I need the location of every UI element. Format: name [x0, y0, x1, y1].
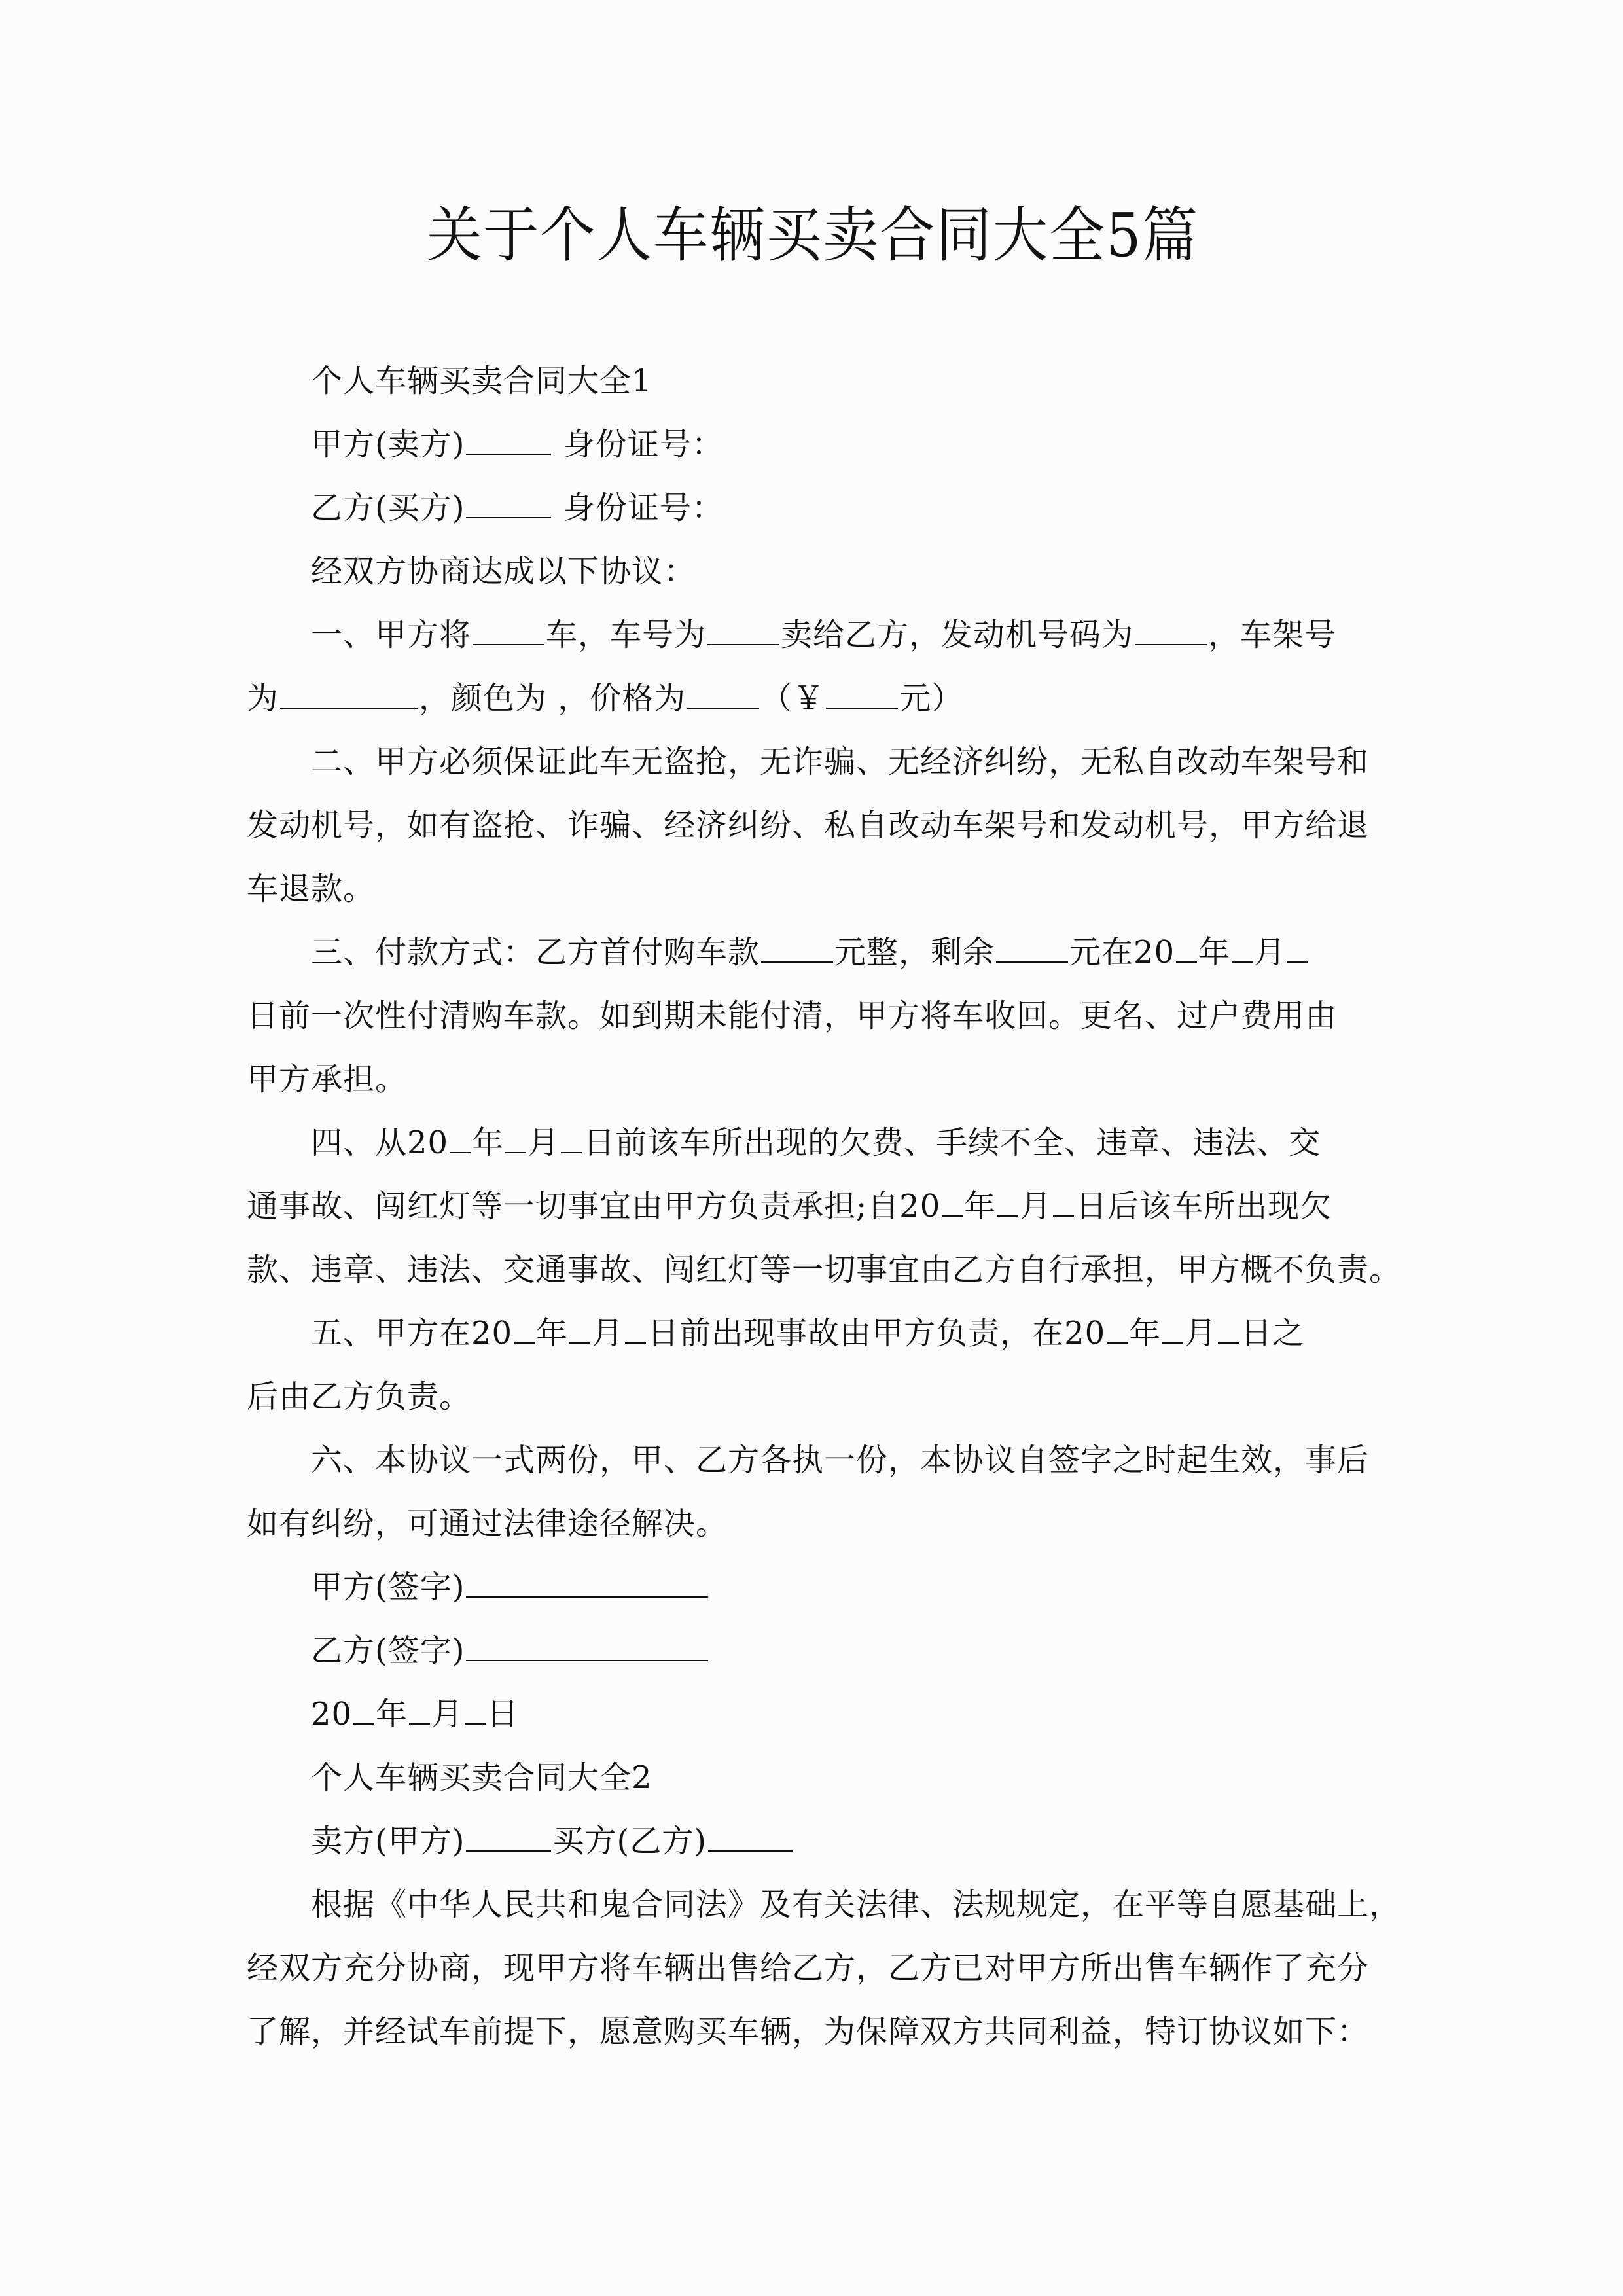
clause-text: 车，车号为: [546, 617, 707, 653]
clause-3-line-2: 日前一次性付清购车款。如到期未能付清，甲方将车收回。更名、过户费用由: [247, 997, 1338, 1034]
clause-3-line-1: [247, 933, 1443, 972]
clause-text: 日后该车所出现欠: [1075, 1188, 1332, 1225]
clause-text: 五、甲方在20: [311, 1315, 513, 1352]
signature-b-label: 乙方(签字): [311, 1632, 465, 1669]
clause-text: 一、甲方将: [311, 617, 472, 653]
clause-4-line-1: [247, 1123, 1443, 1162]
clause-2-line-2: 发动机号，如有盗抢、诈骗、经济纠纷、私自改动车架号和发动机号，甲方给退: [247, 807, 1370, 844]
month-blank[interactable]: [409, 1695, 430, 1725]
clause-text: （￥: [760, 680, 825, 717]
month-blank[interactable]: [569, 1314, 590, 1344]
clause-text: 年: [1129, 1315, 1162, 1352]
clause-text: 日之: [1240, 1315, 1305, 1352]
clause-5-line-2: 后由乙方负责。: [247, 1378, 472, 1415]
party-a-name-blank[interactable]: [466, 425, 551, 455]
day-blank[interactable]: [1053, 1187, 1074, 1217]
day-blank[interactable]: [1218, 1314, 1239, 1344]
clause-text: 年: [472, 1124, 505, 1161]
party-b-id-label: 身份证号：: [563, 490, 724, 526]
year-blank[interactable]: [1107, 1314, 1128, 1344]
party-a-id-label: 身份证号：: [563, 426, 724, 463]
signature-b-blank[interactable]: [466, 1631, 708, 1661]
clause-6-line-2: 如有纠纷，可通过法律途径解决。: [247, 1505, 728, 1542]
section-2-intro-line-3: 了解，并经试车前提下，愿意购买车辆，为保障双方共同利益，特订协议如下：: [247, 2013, 1370, 2050]
clause-text: 月: [1254, 934, 1287, 971]
price-amount-blank[interactable]: [826, 679, 898, 709]
party-a-label: 甲方(卖方): [311, 426, 465, 463]
clause-text: 月: [1020, 1188, 1052, 1225]
day-blank[interactable]: [561, 1123, 582, 1153]
clause-text: ，车架号: [1208, 617, 1337, 653]
date-line: [247, 1695, 1443, 1734]
clause-text: 三、付款方式：乙方首付购车款: [311, 934, 760, 971]
month-blank[interactable]: [505, 1123, 526, 1153]
clause-5-line-1: [247, 1314, 1443, 1353]
clause-text: 元在20: [1069, 934, 1175, 971]
signature-a-line: [247, 1568, 1443, 1607]
section-2-heading: 个人车辆买卖合同大全2: [311, 1759, 652, 1796]
clause-text: 日前该车所出现的欠费、手续不全、违章、违法、交: [583, 1124, 1321, 1161]
clause-text: 日前出现事故由甲方负责，在20: [647, 1315, 1106, 1352]
date-day-label: 日: [487, 1696, 520, 1732]
party-b-label: 乙方(买方): [311, 490, 465, 526]
seller-name-blank[interactable]: [466, 1821, 551, 1852]
clause-text: 元整，剩余: [834, 934, 995, 971]
clause-text: 四、从20: [311, 1124, 449, 1161]
clause-text: 元）: [899, 680, 964, 717]
engine-number-blank[interactable]: [1135, 615, 1207, 645]
clause-1-line-2: [247, 679, 1379, 718]
clause-text: 月: [1185, 1315, 1217, 1352]
year-blank[interactable]: [353, 1695, 374, 1725]
month-blank[interactable]: [1232, 933, 1253, 963]
day-blank[interactable]: [1287, 933, 1308, 963]
clause-text: ，颜色为 ，价格为: [419, 680, 687, 717]
month-blank[interactable]: [1162, 1314, 1183, 1344]
clause-text: 为: [247, 680, 279, 717]
party-b-line: [247, 488, 1443, 528]
date-prefix: 20: [311, 1696, 353, 1732]
section-2-intro-line-1: 根据《中华人民共和鬼合同法》及有关法律、法规规定，在平等自愿基础上，: [311, 1886, 1402, 1923]
buyer-label: 买方(乙方): [552, 1823, 707, 1859]
plate-number-blank[interactable]: [707, 615, 779, 645]
clause-text: 月: [527, 1124, 560, 1161]
date-year-label: 年: [376, 1696, 408, 1732]
signature-b-line: [247, 1631, 1443, 1670]
clause-3-line-3: 甲方承担。: [247, 1061, 408, 1098]
clause-text: 年: [964, 1188, 997, 1225]
day-blank[interactable]: [465, 1695, 486, 1725]
agreement-intro-text: 经双方协商达成以下协议：: [311, 553, 696, 590]
price-blank[interactable]: [687, 679, 759, 709]
clause-text: 月: [592, 1315, 624, 1352]
down-payment-blank[interactable]: [761, 933, 833, 963]
clause-text: 年: [536, 1315, 569, 1352]
year-blank[interactable]: [1176, 933, 1197, 963]
party-a-line: [247, 425, 1443, 464]
clause-text: 卖给乙方，发动机号码为: [781, 617, 1134, 653]
year-blank[interactable]: [514, 1314, 535, 1344]
day-blank[interactable]: [625, 1314, 646, 1344]
clause-4-line-2: [247, 1187, 1379, 1226]
clause-2-line-1: 二、甲方必须保证此车无盗抢，无诈骗、无经济纠纷，无私自改动车架号和: [311, 744, 1370, 780]
agreement-intro: [247, 552, 1443, 591]
seller-label: 卖方(甲方): [311, 1823, 465, 1859]
section-heading-text: 个人车辆买卖合同大全1: [311, 363, 652, 399]
date-month-label: 月: [431, 1696, 464, 1732]
year-blank[interactable]: [450, 1123, 471, 1153]
clause-6-line-1: 六、本协议一式两份，甲、乙方各执一份，本协议自签字之时起生效，事后: [311, 1442, 1370, 1479]
parties-line: [247, 1821, 1443, 1861]
clause-text: 通事故、闯红灯等一切事宜由甲方负责承担;自20: [247, 1188, 941, 1225]
document-title: 关于个人车辆买卖合同大全5篇: [427, 200, 1199, 270]
clause-2-line-3: 车退款。: [247, 870, 376, 907]
month-blank[interactable]: [997, 1187, 1018, 1217]
section-1-heading: [247, 361, 1443, 401]
clause-4-line-3: 款、违章、违法、交通事故、闯红灯等一切事宜由乙方自行承担，甲方概不负责。: [247, 1251, 1402, 1288]
car-model-blank[interactable]: [473, 615, 544, 645]
section-2-intro-line-2: 经双方充分协商，现甲方将车辆出售给乙方，乙方已对甲方所出售车辆作了充分: [247, 1950, 1370, 1986]
buyer-name-blank[interactable]: [708, 1821, 793, 1852]
remaining-amount-blank[interactable]: [996, 933, 1068, 963]
signature-a-label: 甲方(签字): [311, 1569, 465, 1605]
year-blank[interactable]: [942, 1187, 963, 1217]
vin-blank[interactable]: [280, 679, 418, 709]
clause-1-line-1: [247, 615, 1443, 655]
clause-text: 年: [1198, 934, 1231, 971]
signature-a-blank[interactable]: [466, 1568, 708, 1598]
party-b-name-blank[interactable]: [466, 488, 551, 518]
